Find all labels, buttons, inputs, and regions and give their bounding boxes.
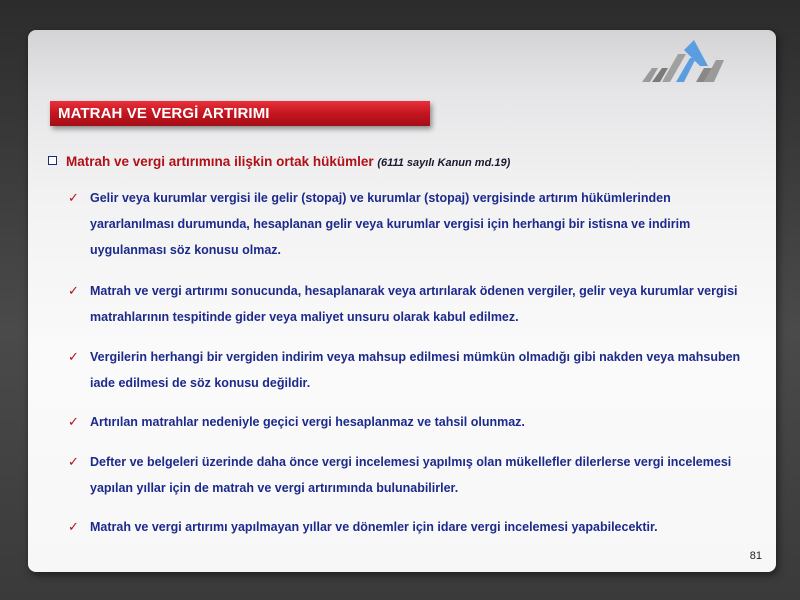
list-item [68,409,748,435]
list-item [68,514,748,540]
list-item-text: Vergilerin herhangi bir vergiden indirim veya mahsup edilmesi mümkün olmadığı gibi nakden veya mahsuben iade edilmesi de söz konusu değildir. [90,350,741,390]
heading-main: Matrah ve vergi artırımına ilişkin ortak hükümler [66,154,374,169]
checkmark-icon: ✓ [68,283,79,298]
list-item [68,449,748,501]
section-heading [48,153,748,172]
checkmark-icon: ✓ [68,190,79,205]
list-item-text: Matrah ve vergi artırımı sonucunda, hesaplanarak veya artırılarak ödenen vergiler, gelir veya kurumlar vergisi matrahlarının tespitinde gider veya maliyet unsuru olarak kabul edilmez. [90,284,738,324]
company-logo [638,36,768,86]
checkmark-icon: ✓ [68,349,79,364]
list-item [68,344,748,396]
list-item-text: Matrah ve vergi artırımı yapılmayan yıllar ve dönemler için idare vergi incelemesi yapabilecektir. [90,520,658,534]
checkmark-icon: ✓ [68,414,79,429]
checkmark-icon: ✓ [68,454,79,469]
slide [28,30,776,572]
logo-text: ... [712,51,721,61]
square-bullet-icon [48,156,57,165]
page-number: 81 [749,550,762,562]
list-item [68,278,748,330]
list-item-text: Defter ve belgeleri üzerinde daha önce vergi incelemesi yapılmış olan mükellefler dilerlerse vergi incelemesi yapılan yıllar için de matrah ve vergi artırımında bulunabilirler. [90,455,732,495]
slide-title: MATRAH VE VERGİ ARTIRIMI [50,101,430,126]
list-item-text: Artırılan matrahlar nedeniyle geçici vergi hesaplanmaz ve tahsil olunmaz. [90,415,525,429]
list-item [68,185,748,263]
list-item-text: Gelir veya kurumlar vergisi ile gelir (stopaj) ve kurumlar (stopaj) vergisinde artırım hükümlerinden yararlanılması durumunda, hesaplanan gelir veya kurumlar vergisi için herhangi bir istisna ve indirim uygulanması söz konusu olmaz. [90,191,691,257]
heading-reference: (6111 sayılı Kanun md.19) [377,157,511,169]
checkmark-icon: ✓ [68,519,79,534]
